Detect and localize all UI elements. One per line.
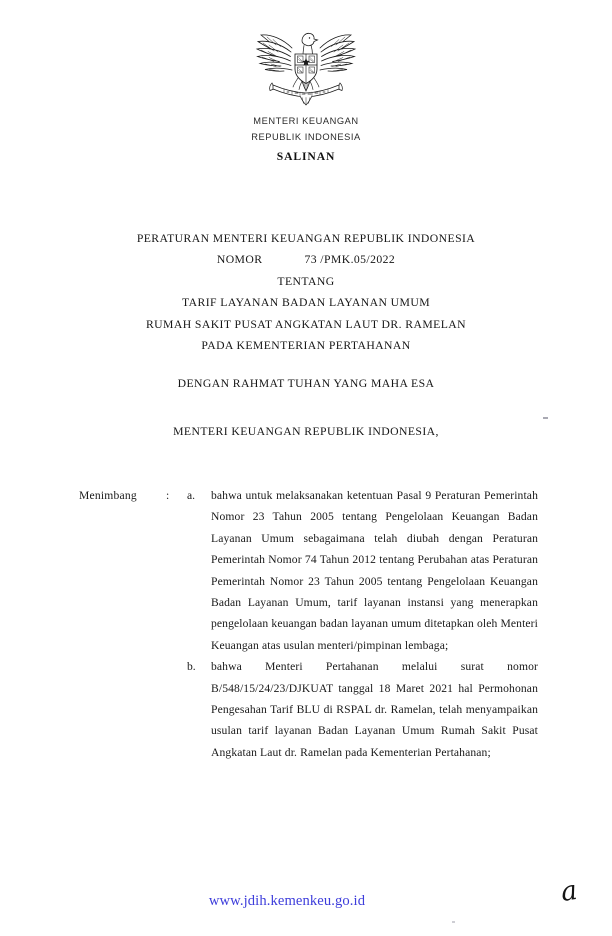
ministry-line-2: REPUBLIK INDONESIA: [251, 131, 361, 142]
menimbang-label: Menimbang: [79, 489, 137, 502]
invocation-gap: [56, 394, 556, 421]
invocation-text: DENGAN RAHMAT TUHAN YANG MAHA ESA: [177, 377, 435, 390]
item-text-b: bahwa Menteri Pertahanan melalui surat nomor B/548/15/24/23/DJKUAT tanggal 18 Maret 2021 hal Permohonan Pengesahan Tarif BLU di RSPAL dr. Ramelan, telah menyampaikan usulan tarif layanan Badan Layanan Umum Rumah Sakit Pusat Angkatan Laut dr. Ramelan pada Kementerian Pertahanan;: [211, 660, 538, 759]
regulation-subject-line-1: TARIF LAYANAN BADAN LAYANAN UMUM: [182, 296, 430, 310]
menimbang-colon: :: [166, 489, 170, 502]
letterhead: [0, 26, 612, 163]
scan-speck-secondary: [452, 921, 455, 923]
menimbang-item-a: [0, 485, 612, 656]
salinan-label: SALINAN: [276, 150, 336, 164]
item-marker-a: a.: [187, 489, 196, 502]
menimbang-item-b: [0, 656, 612, 763]
regulation-subject-line-3: PADA KEMENTERIAN PERTAHANAN: [201, 339, 411, 353]
nomor-value: 73 /PMK.05/2022: [304, 253, 396, 267]
regulation-number-line: [56, 249, 556, 270]
garuda-pancasila-emblem: [252, 26, 360, 112]
tentang-label: TENTANG: [277, 274, 335, 288]
nomor-label: NOMOR: [216, 253, 263, 267]
invocation-block: [56, 373, 556, 443]
regulation-title-block: [56, 228, 556, 356]
regulation-heading: PERATURAN MENTERI KEUANGAN REPUBLIK INDONESIA: [136, 232, 476, 245]
footer-url[interactable]: www.jdih.kemenkeu.go.id: [208, 893, 366, 909]
item-marker-b: b.: [187, 660, 196, 674]
signatory-text: MENTERI KEUANGAN REPUBLIK INDONESIA,: [173, 425, 439, 439]
item-text-a: bahwa untuk melaksanakan ketentuan Pasal 9 Peraturan Pemerintah Nomor 23 Tahun 2005 tentang Pengelolaan Keuangan Badan Layanan Umum sebagaimana telah diubah dengan Peraturan Pemerintah Nomor 74 Tahun 2012 tentang Perubahan atas Peraturan Pemerintah Nomor 23 Tahun 2005 tentang Pengelolaan Keuangan Badan Layanan Umum, tarif layanan instansi yang menerapkan pengelolaan keuangan badan layanan umum ditetapkan oleh Menteri Keuangan atas usulan menteri/pimpinan lembaga;: [211, 489, 538, 652]
regulation-subject-line-2: RUMAH SAKIT PUSAT ANGKATAN LAUT DR. RAMELAN: [145, 317, 467, 331]
scan-speck: [543, 417, 548, 419]
ministry-line-1: MENTERI KEUANGAN: [253, 116, 359, 126]
menimbang-section: [0, 485, 612, 763]
handwritten-initial-mark: a: [558, 874, 580, 909]
